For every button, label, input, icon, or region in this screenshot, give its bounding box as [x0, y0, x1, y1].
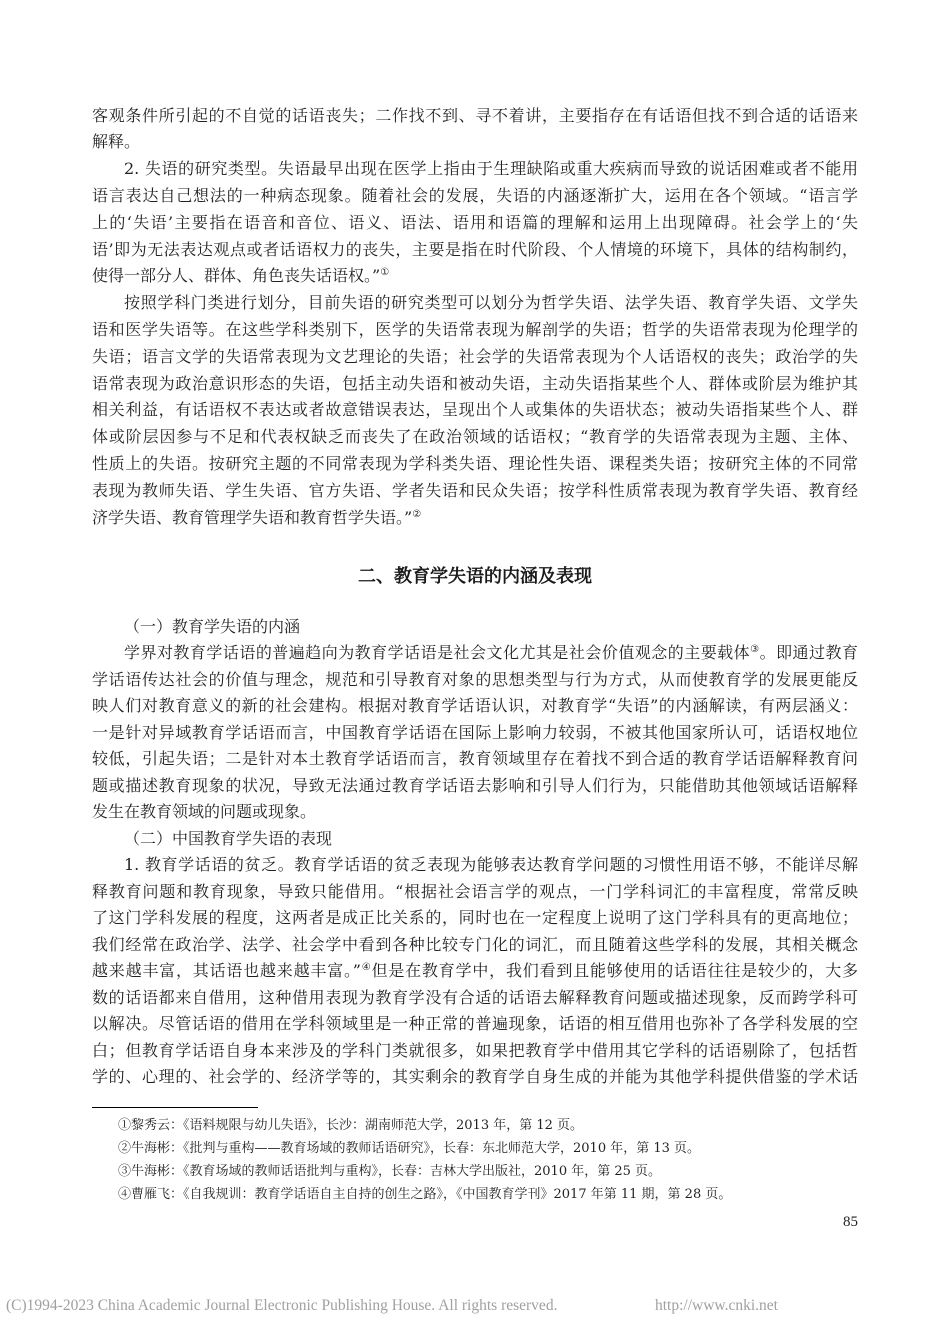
- footnote-mark: ④: [118, 1186, 132, 1202]
- footnote-mark: ①: [118, 1117, 132, 1133]
- footnotes: [118, 1114, 858, 1206]
- footnote: [118, 1160, 858, 1183]
- text-line: 2. 失语的研究类型。失语最早出现在医学上指由于生理缺陷或重大疾病而导致的说话困难或者不能用: [124, 159, 858, 179]
- text-line: 学的、心理的、社会学的、经济学等的，其实剩余的教育学自身生成的并能为其他学科提供借鉴的学术话: [92, 1067, 858, 1087]
- text-line: 客观条件所引起的不自觉的话语丧失；二作找不到、寻不着讲，主要指存在有话语但找不到合适的话语来: [92, 105, 858, 125]
- footnote-marker: ④: [361, 962, 372, 974]
- text-line: 失语；语言文学的失语常表现为文艺理论的失语；社会学的失语常表现为个人话语权的丧失；政治学的失: [92, 346, 858, 366]
- footnote: [118, 1137, 858, 1160]
- copyright-notice: (C)1994-2023 China Academic Journal Electronic Publishing House. All rights reserved.: [6, 1297, 558, 1314]
- text-line: 1. 教育学话语的贫乏。教育学话语的贫乏表现为能够表达教育学问题的习惯性用语不够，不能详尽解: [124, 855, 858, 875]
- text-line: 白；但教育学话语自身本来涉及的学科门类就很多，如果把教育学中借用其它学科的话语剔除了，包括哲: [92, 1040, 858, 1060]
- text-line: 体或阶层因参与不足和代表权缺乏而丧失了在政治领域的话语权；“教育学的失语常表现为主题、主体、: [92, 427, 858, 447]
- text-line: 题或描述教育现象的状况，导致无法通过教育学话语去影响和引导人们行为，只能借助其他领域话语解释: [92, 775, 858, 795]
- text-line: 语’即为无法表达观点或者话语权力的丧失，主要是指在时代阶段、个人情境的环境下，具体的结构制约，: [92, 239, 858, 259]
- text-line: 我们经常在政治学、法学、社会学中看到各种比较专门化的词汇，而且随着这些学科的发展，其相关概念: [92, 934, 858, 954]
- line-text: 学界对教育学话语的普遍趋向为教育学话语是社会文化尤其是社会价值观念的主要载体: [124, 643, 751, 663]
- text-line: 表现为教师失语、学生失语、官方失语、学者失语和民众失语；按学科性质常表现为教育学失语、教育经: [92, 480, 858, 500]
- line-text: 越来越丰富，其话语也越来越丰富。”: [92, 961, 361, 981]
- line-text: 使得一部分人、群体、角色丧失话语权。”: [92, 266, 381, 286]
- footnote-marker: ②: [412, 508, 422, 520]
- footnote-mark: ③: [118, 1163, 132, 1179]
- text-line: [92, 640, 858, 667]
- line-text: 济学失语、教育管理学失语和教育哲学失语。”: [92, 507, 413, 527]
- text-line: 发生在教育领域的问题或现象。: [92, 802, 317, 822]
- footnote-marker: ③: [750, 644, 760, 656]
- footnote-text: 牛海彬：《批判与重构——教育场域的教师话语研究》，长春：东北师范大学，2010 年，第 13 页。: [131, 1140, 701, 1156]
- paragraph-poverty-of-discourse: [92, 852, 858, 1091]
- text-line: [92, 263, 858, 290]
- text-line: [92, 505, 858, 532]
- text-line: 上的‘失语’主要指在语音和音位、语义、语法、语用和语篇的理解和运用上出现障碍。社会学上的‘失: [92, 212, 858, 232]
- footnote-divider: [92, 1107, 258, 1108]
- text-line: 数的话语都来自借用，这种借用表现为教育学没有合适的话语去解释教育问题或描述现象，反而跨学科可: [92, 987, 858, 1007]
- footnote-text: 曹雁飞：《自我规训：教育学话语自主自持的创生之路》，《中国教育学刊》2017 年第 11 期，第 28 页。: [131, 1186, 732, 1202]
- paragraph-aphasia-types: [92, 156, 858, 290]
- text-line: 语常表现为政治意识形态的失语，包括主动失语和被动失语，主动失语指某些个人、群体或阶层为维护其: [92, 373, 858, 393]
- text-line: 按照学科门类进行划分，目前失语的研究类型可以划分为哲学失语、法学失语、教育学失语、文学失: [124, 293, 858, 313]
- text-line: 学话语传达社会的价值与理念，规范和引导教育对象的思想类型与行为方式，从而使教育学的发展更能反: [92, 669, 858, 689]
- text-line: 较低，引起失语；二是针对本土教育学话语而言，教育领域里存在着找不到合适的教育学话语解释教育问: [92, 749, 858, 769]
- line-text: 但是在教育学中，我们看到且能够使用的话语往往是较少的，大多: [371, 961, 858, 981]
- footnote-text: 牛海彬：《教育场域的教师话语批判与重构》，长春：吉林大学出版社，2010 年，第 25 页。: [131, 1163, 662, 1179]
- paragraph-continued: [92, 103, 858, 157]
- paragraph-connotation: [92, 640, 858, 826]
- subsection-title: （二）中国教育学失语的表现: [124, 828, 333, 848]
- footnote-mark: ②: [118, 1140, 132, 1156]
- text-line: 语和医学失语等。在这些学科类别下，医学的失语常表现为解剖学的失语；哲学的失语常表现为伦理学的: [92, 319, 858, 339]
- body-text-upper: [92, 103, 858, 532]
- text-line: 语言表达自己想法的一种病态现象。随着社会的发展，失语的内涵逐渐扩大，运用在各个领域。“语言学: [92, 185, 858, 205]
- body-text-lower: [92, 614, 858, 1091]
- text-line: 性质上的失语。按研究主题的不同常表现为学科类失语、理论性失语、课程类失语；按研究主体的不同常: [92, 453, 858, 473]
- text-line: 释教育问题和教育现象，导致只能借用。“根据社会语言学的观点，一门学科词汇的丰富程度，常常反映: [92, 881, 858, 901]
- footnote: [118, 1183, 858, 1206]
- cnki-url: http://www.cnki.net: [655, 1297, 778, 1314]
- section-heading: 二、教育学失语的内涵及表现: [358, 566, 592, 587]
- text-line: 映人们对教育意义的新的社会建构。根据对教育学话语认识，对教育学“失语”的内涵解读，有两层涵义：: [92, 696, 858, 716]
- footnote-marker: ①: [380, 267, 390, 279]
- footnote: [118, 1114, 858, 1137]
- text-line: 了这门学科发展的程度，这两者是成正比关系的，同时也在一定程度上说明了这门学科具有的更高地位；: [92, 908, 858, 928]
- text-line: [92, 958, 858, 985]
- paragraph-discipline-classification: [92, 290, 858, 531]
- page-number: 85: [843, 1214, 858, 1230]
- line-text: 。即通过教育: [759, 643, 858, 663]
- text-line: 相关利益，有话语权不表达或者故意错误表达，呈现出个人或集体的失语状态；被动失语指某些个人、群: [92, 400, 858, 420]
- footnote-text: 黎秀云：《语料规限与幼儿失语》，长沙：湖南师范大学，2013 年，第 12 页。: [131, 1117, 584, 1133]
- text-line: 一是针对异域教育学话语而言，中国教育学话语在国际上影响力较弱，不被其他国家所认可，话语权地位: [92, 722, 858, 742]
- subsection-title: （一）教育学失语的内涵: [124, 616, 301, 636]
- text-line: 以解决。尽管话语的借用在学科领域里是一种正常的普遍现象，话语的相互借用也弥补了各学科发展的空: [92, 1014, 858, 1034]
- text-line: 解释。: [92, 132, 141, 152]
